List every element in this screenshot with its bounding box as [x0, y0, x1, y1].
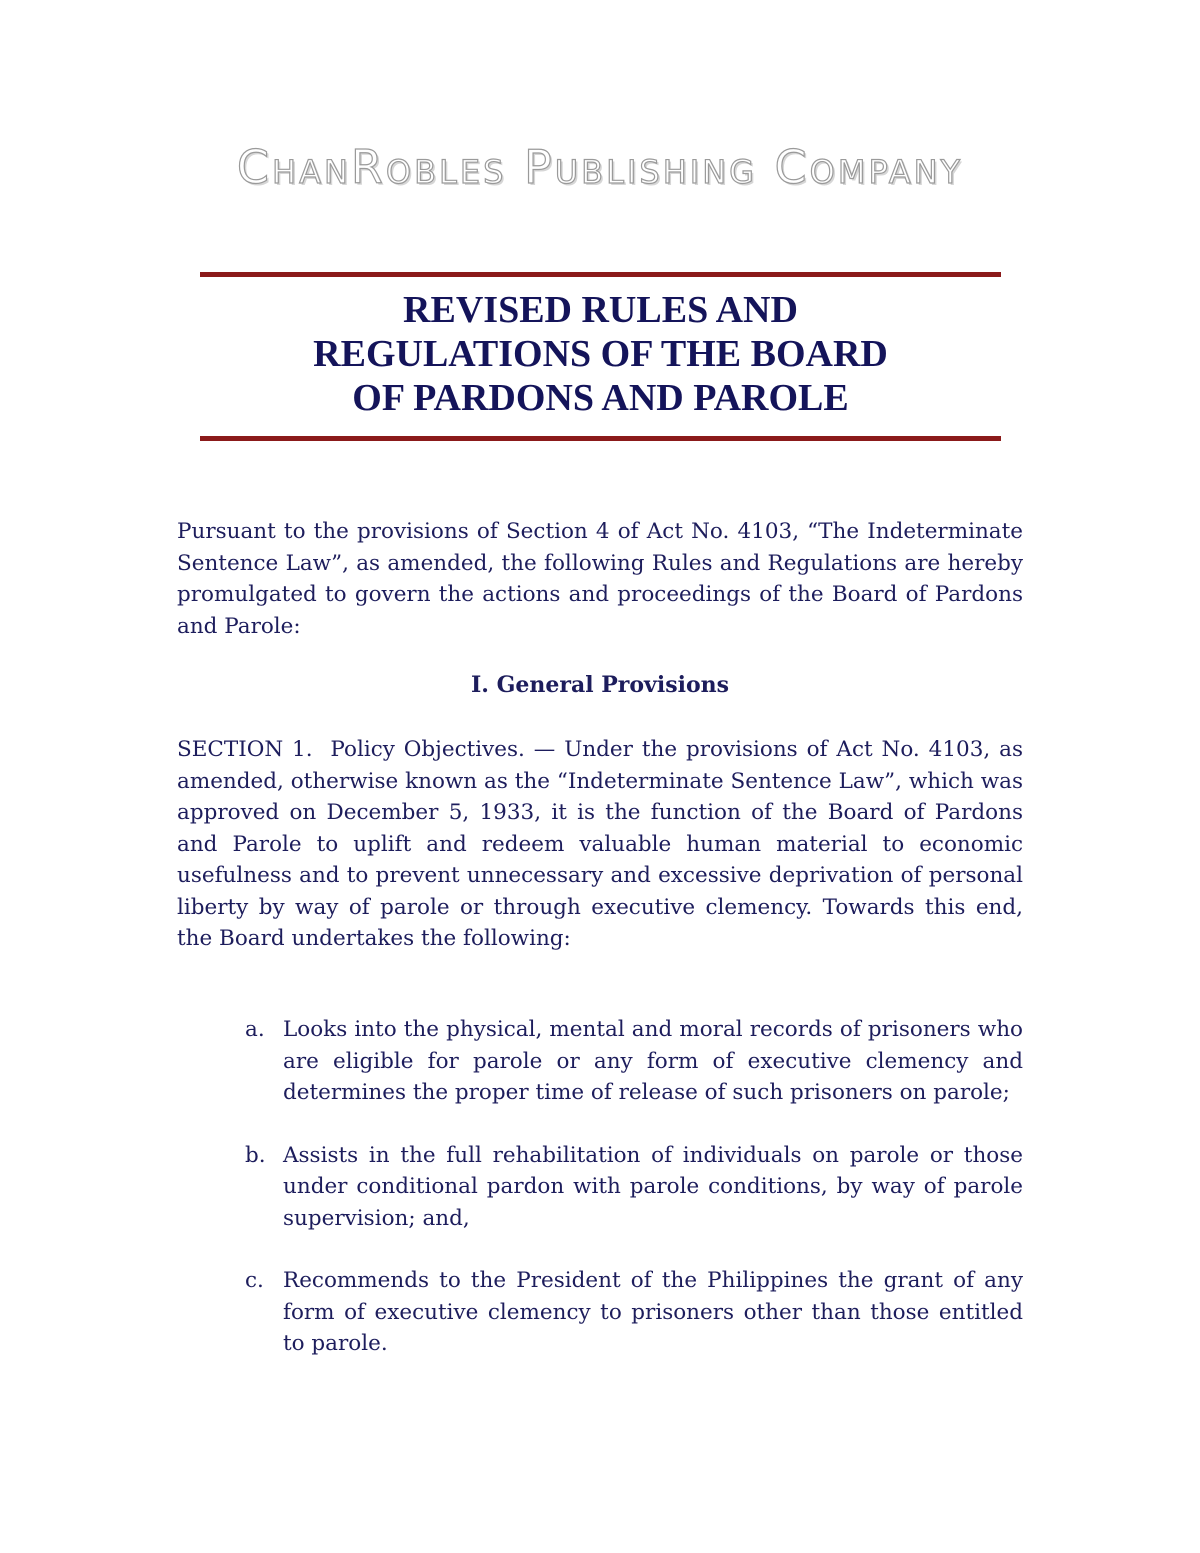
- document-title: [200, 288, 1001, 420]
- list-item-marker: a.: [245, 1017, 265, 1042]
- list-item-text: Recommends to the President of the Philippines the grant of any form of executive clemency to prisoners other than those entitled to parole.: [283, 1268, 1023, 1356]
- list-item-text: Assists in the full rehabilitation of individuals on parole or those under conditional pardon with parole conditions, by way of parole supervision; and,: [283, 1142, 1023, 1231]
- title-bottom-rule: [200, 436, 1001, 441]
- list-item: [177, 1140, 1023, 1235]
- title-line-1: REVISED RULES AND: [403, 289, 798, 331]
- section-heading: I. General Provisions: [471, 672, 729, 698]
- list-item-text: Looks into the physical, mental and moral records of prisoners who are eligible for parole or any form of executive clemency and determines the proper time of release of such prisoners on parole;: [283, 1017, 1023, 1105]
- section-1-paragraph: [177, 734, 1023, 955]
- title-line-2: REGULATIONS OF THE BOARD: [313, 333, 888, 375]
- section-1-label: SECTION 1.: [177, 737, 313, 762]
- objectives-list: [177, 1014, 1023, 1391]
- publisher-logo-text: ChanRobles Publishing Company: [236, 140, 964, 194]
- section-1-text: Policy Objectives. — Under the provisions of Act No. 4103, as amended, otherwise known as the “Indeterminate Sentence Law”, which was approved on December 5, 1933, it is the function of the Board of Pardons and Parole to uplift and redeem valuable human material to economic usefulness and to prevent unnecessary and excessive deprivation of personal liberty by way of parole or through executive clemency. Towards this end, the Board undertakes the following:: [177, 737, 1023, 951]
- list-item: [177, 1265, 1023, 1360]
- list-item: [177, 1014, 1023, 1109]
- list-item-marker: c.: [245, 1268, 264, 1293]
- list-item-marker: b.: [245, 1142, 266, 1168]
- intro-paragraph: Pursuant to the provisions of Section 4 of Act No. 4103, “The Indeterminate Sentence Law”, as amended, the following Rules and Regulations are hereby promulgated to govern the actions and proceedings of the Board of Pardons and Parole:: [177, 519, 1023, 639]
- title-top-rule: [200, 272, 1001, 277]
- title-line-3: OF PARDONS AND PAROLE: [352, 377, 849, 419]
